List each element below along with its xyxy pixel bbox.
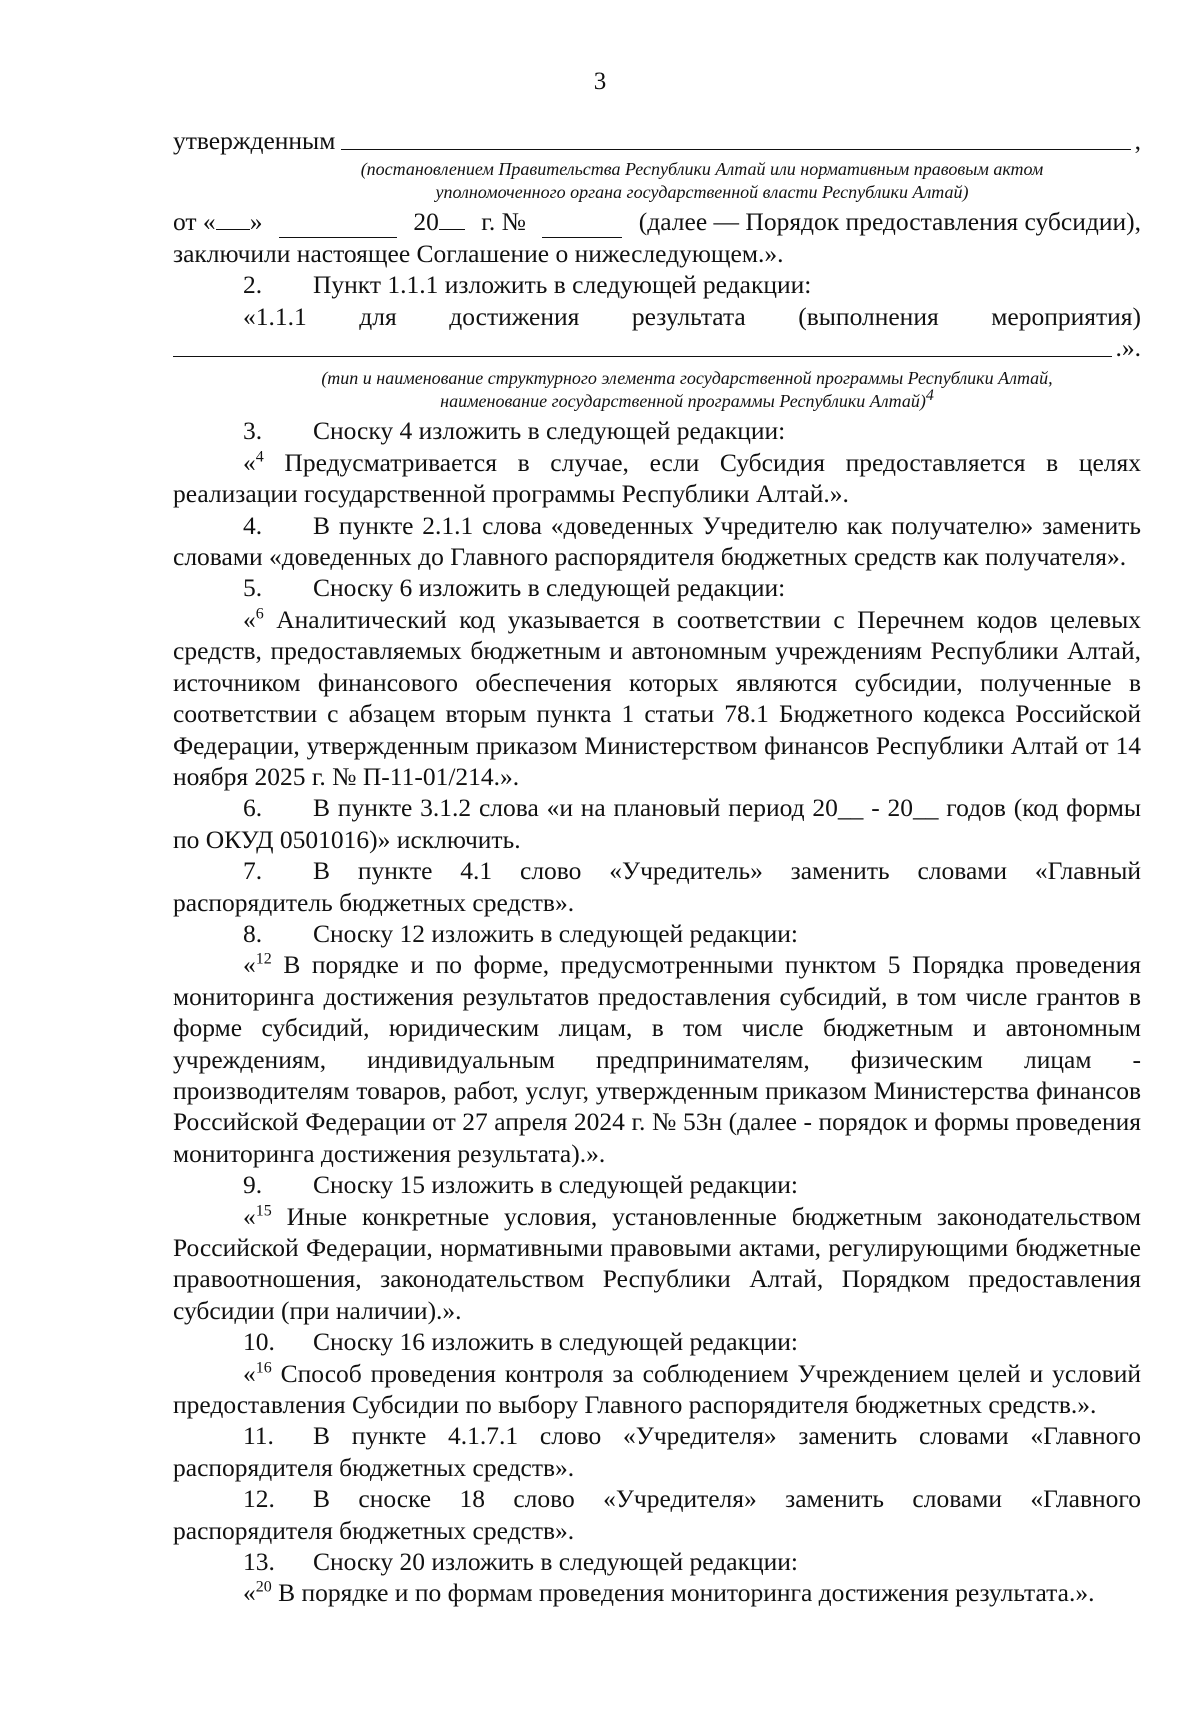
item-13 <box>173 1546 1141 1577</box>
quote-open: « <box>243 1578 256 1608</box>
item-11-number: 11. <box>243 1421 274 1451</box>
item-8-quote <box>173 949 1141 1169</box>
note-legal-act-line2: уполномоченного органа государственной власти Республики Алтай) <box>435 182 969 203</box>
approved-comma: , <box>1134 126 1141 155</box>
approved-word: утвержденным <box>173 126 336 155</box>
item-7-number: 7. <box>243 856 263 886</box>
item-12 <box>173 1483 1141 1546</box>
quote-text: Предусматривается в случае, если Субсидия предоставляется в целях реализации государственной программы Республики Алтай.». <box>173 447 1141 509</box>
quote-text: Иные конкретные условия, установленные бюджетным законодательством Российской Федерации, нормативными правовыми актами, регулирующими бюджетные правоотношения, законодательством Республики Алтай, Порядком предоставления субсидии (при наличии).». <box>173 1201 1141 1325</box>
item-4 <box>173 510 1141 573</box>
item-9-number: 9. <box>243 1170 263 1200</box>
date-line-close-quote: » <box>249 207 263 237</box>
note-program-sup: 4 <box>925 387 934 405</box>
item-8-number: 8. <box>243 918 263 948</box>
approved-line <box>173 125 1141 156</box>
quote-open: « <box>243 950 256 980</box>
note-program-line2-text: наименование государственной программы Республики Алтай) <box>440 391 926 412</box>
approved-blank <box>341 148 1130 150</box>
item-12-number: 12. <box>243 1484 275 1514</box>
footnote-sup: 4 <box>255 448 264 466</box>
day-blank <box>216 207 250 230</box>
item-7 <box>173 855 1141 918</box>
item-10-number: 10. <box>243 1327 275 1357</box>
note-legal-act <box>173 158 1141 204</box>
footnote-sup: 20 <box>255 1578 272 1596</box>
item-13-number: 13. <box>243 1547 275 1577</box>
item-10 <box>173 1326 1141 1357</box>
document-body <box>173 125 1141 1609</box>
item-5-number: 5. <box>243 573 263 603</box>
quote-text: Способ проведения контроля за соблюдением Учреждением целей и условий предоставления Субсидии по выбору Главного распорядителя бюджетных средств.». <box>173 1358 1141 1420</box>
item-8 <box>173 918 1141 949</box>
item-7-text: В пункте 4.1 слово «Учредитель» заменить словами «Главный распорядитель бюджетных средств». <box>173 856 1141 917</box>
number-blank <box>542 215 622 238</box>
item-5-quote <box>173 604 1141 792</box>
date-line-rest: (далее — Порядок предоставления субсидии), <box>638 207 1141 237</box>
item-6-text: В пункте 3.1.2 слова «и на плановый период 20__ - 20__ годов (код формы по ОКУД 0501016)» исключить. <box>173 793 1141 854</box>
item-3-text: Сноску 4 изложить в следующей редакции: <box>313 416 786 446</box>
item-3-quote <box>173 447 1141 510</box>
quote-text: В порядке и по формам проведения мониторинга достижения результата.». <box>271 1578 1095 1608</box>
item-9 <box>173 1169 1141 1200</box>
concluded-text: заключили настоящее Соглашение о нижеследующем.». <box>173 238 784 268</box>
item-6 <box>173 792 1141 855</box>
item-13-quote <box>173 1577 1141 1608</box>
item-2-quote: «1.1.1 для достижения результата (выполнения мероприятия) <box>243 301 1141 331</box>
footnote-sup: 12 <box>255 950 272 968</box>
footnote-sup: 16 <box>255 1359 272 1377</box>
item-2 <box>173 269 1141 300</box>
item-8-text: Сноску 12 изложить в следующей редакции: <box>313 918 798 948</box>
item-11 <box>173 1420 1141 1483</box>
number-sign: г. № <box>481 207 526 237</box>
quote-open: « <box>243 604 256 634</box>
footnote-sup: 6 <box>255 605 264 623</box>
date-line <box>173 206 1141 237</box>
item-11-text: В пункте 4.1.7.1 слово «Учредителя» заменить словами «Главного распорядителя бюджетных средств». <box>173 1421 1141 1482</box>
item-10-quote <box>173 1358 1141 1421</box>
note-program <box>173 367 1141 413</box>
month-blank <box>279 215 397 238</box>
item-2-text: Пункт 1.1.1 изложить в следующей редакции: <box>313 270 812 300</box>
quote-text: В порядке и по форме, предусмотренными пунктом 5 Порядка проведения мониторинга достижения результатов предоставления субсидий, в том числе грантов в форме субсидий, юридическим лицам, в том числе бюджетным и автономным учреждениям, индивидуальным предпринимателям, физическим лицам - производителям товаров, работ, услуг, утвержденным приказом Министерства финансов Российской Федерации от 27 апреля 2024 г. № 53н (далее - порядок и формы проведения мониторинга достижения результата).». <box>173 950 1141 1168</box>
item-5 <box>173 572 1141 603</box>
item-13-text: Сноску 20 изложить в следующей редакции: <box>313 1547 798 1577</box>
year-group <box>413 206 465 237</box>
item-3-number: 3. <box>243 416 263 446</box>
page-number: 3 <box>593 68 607 95</box>
date-line-from-group <box>173 206 262 237</box>
item-10-text: Сноску 16 изложить в следующей редакции: <box>313 1327 798 1357</box>
item-4-text: В пункте 2.1.1 слова «доведенных Учредителю как получателю» заменить словами «доведенных до Главного распорядителя бюджетных средств как получателя». <box>173 510 1141 572</box>
item-6-number: 6. <box>243 793 263 823</box>
quote-open: « <box>243 1201 256 1231</box>
year-prefix: 20 <box>413 207 439 237</box>
structural-element-blank <box>173 355 1112 357</box>
item-12-text: В сноске 18 слово «Учредителя» заменить словами «Главного распорядителя бюджетных средств». <box>173 1484 1141 1545</box>
item-3 <box>173 415 1141 446</box>
item-2-end: .». <box>1115 333 1141 363</box>
quote-open: « <box>243 447 256 477</box>
note-legal-act-line1: (постановлением Правительства Республики Алтай или нормативным правовым актом <box>360 159 1044 180</box>
year-blank <box>439 207 465 230</box>
item-9-text: Сноску 15 изложить в следующей редакции: <box>313 1170 798 1200</box>
date-line-from: от « <box>173 207 216 237</box>
quote-text: Аналитический код указывается в соответствии с Перечнем кодов целевых средств, предоставляемых бюджетным и автономным учреждениям Республики Алтай, источником финансового обеспечения которых являются субсидии, полученные в соответствии с абзацем вторым пункта 1 статьи 78.1 Бюджетного кодекса Российской Федерации, утвержденным приказом Министерством финансов Республики Алтай от 14 ноября 2025 г. № П-11-01/214.». <box>173 604 1141 791</box>
note-program-line1: (тип и наименование структурного элемента государственной программы Республики Алтай, <box>321 368 1053 389</box>
quote-open: « <box>243 1358 256 1388</box>
item-2-blank-line <box>173 332 1141 363</box>
item-5-text: Сноску 6 изложить в следующей редакции: <box>313 573 786 603</box>
note-program-line2 <box>173 387 1141 413</box>
footnote-sup: 15 <box>255 1202 272 1220</box>
item-2-number: 2. <box>243 270 263 300</box>
item-9-quote <box>173 1201 1141 1327</box>
item-4-number: 4. <box>243 510 263 540</box>
